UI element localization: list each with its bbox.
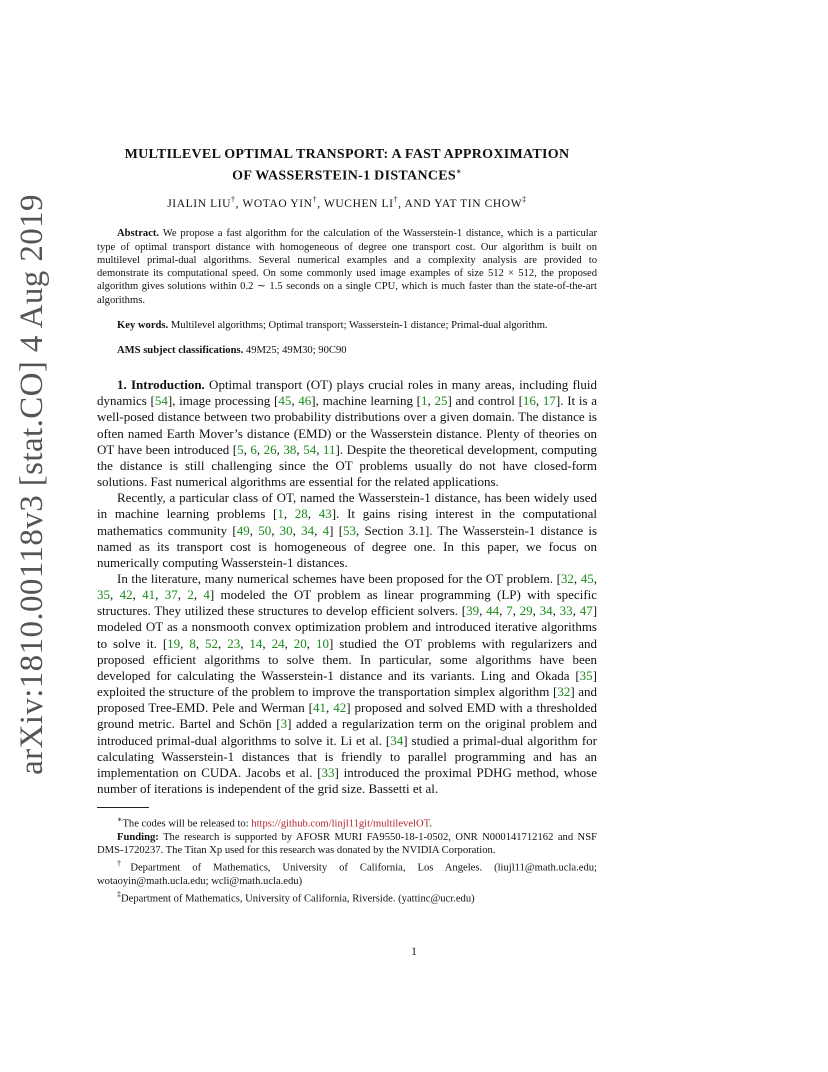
text-run: . — [429, 818, 432, 830]
citation-link[interactable]: 19 — [167, 635, 181, 651]
citation-link[interactable]: 42 — [333, 700, 347, 716]
text-run: ] exploited the structure of the problem to improve the transportation simplex algorithm [ — [97, 667, 597, 700]
citation-link[interactable]: 41 — [312, 700, 326, 716]
citation-link[interactable]: 1 — [277, 506, 284, 522]
footnote — [97, 813, 597, 831]
author-mark: ‡ — [522, 194, 527, 204]
text-run: , — [427, 393, 435, 409]
text-run: , — [296, 441, 304, 457]
keywords-text: Multilevel algorithms; Optimal transport; Wasserstein-1 distance; Primal-dual algorithm. — [170, 319, 548, 331]
citation-link[interactable]: 42 — [119, 587, 133, 603]
paper-page — [97, 146, 597, 906]
citation-link[interactable]: 8 — [189, 635, 196, 651]
citation-link[interactable]: 4 — [203, 587, 210, 603]
text-run: , — [552, 603, 560, 619]
text-run: , — [240, 635, 250, 651]
citation-link[interactable]: 44 — [486, 603, 500, 619]
paper-title — [97, 146, 597, 185]
citation-link[interactable]: 11 — [322, 441, 336, 457]
footnotes — [97, 813, 597, 906]
text-run: , — [532, 603, 540, 619]
citation-link[interactable]: 45 — [278, 393, 292, 409]
text-run: ] studied a primal-dual algorithm for calculating Wasserstein-1 distances that is friendly to parallel programming and has an implementation on CUDA. Jacobs et al. [ — [97, 732, 597, 780]
citation-link[interactable]: 24 — [271, 635, 285, 651]
body-paragraph — [97, 377, 597, 490]
citation-link[interactable]: 5 — [237, 441, 244, 457]
text-run: In the literature, many numerical schemes have been proposed for the OT problem. [ — [117, 570, 561, 586]
text-run: Department of Mathematics, University of California, Los Angeles. (liujl11@math.ucla.edu; wotaoyin@math.ucla.edu; wcli@math.ucla.edu) — [97, 862, 597, 888]
text-run: ] [ — [329, 522, 344, 538]
citation-link[interactable]: 20 — [293, 635, 307, 651]
citation-link[interactable]: 4 — [322, 522, 330, 538]
author: YAT TIN CHOW — [434, 197, 523, 210]
text-run: ]. It gains rising interest in the computational mathematics community [ — [97, 506, 597, 538]
citation-link[interactable]: 33 — [559, 603, 573, 619]
text-run: , — [132, 587, 143, 603]
citation-link[interactable]: 34 — [301, 522, 315, 538]
citation-link[interactable]: 52 — [205, 635, 219, 651]
citation-link[interactable]: 54 — [154, 393, 168, 409]
text-run: ] and control [ — [447, 393, 523, 409]
footnote — [97, 831, 597, 857]
text-run: , Section 3.1]. The Wasserstein-1 distance is named as its transport cost is homogeneous of degree one. In this paper, we focus on numerically computing Wasserstein-1 distances. — [97, 522, 598, 570]
text-run: , — [306, 635, 316, 651]
citation-link[interactable]: 2 — [187, 587, 194, 603]
text-run: ] modeled OT as a nonsmooth convex optimization problem and introduced iterative algorithms to solve it. [ — [97, 603, 598, 651]
text-run: , — [573, 570, 581, 586]
text-run: , — [307, 506, 319, 522]
citation-link[interactable]: 3 — [280, 716, 288, 732]
text-run: , — [479, 603, 487, 619]
text-run: , — [256, 441, 264, 457]
title-footnote-mark: ∗ — [456, 167, 462, 176]
citation-link[interactable]: 33 — [321, 764, 335, 780]
text-run: Optimal transport (OT) plays crucial roles in many areas, including fluid dynamics [ — [97, 377, 597, 409]
text-run: ] and proposed Tree-EMD. Pele and Werman [ — [97, 684, 597, 716]
author-list: JIALIN LIU†, WOTAO YIN†, WUCHEN LI†, AND YAT TIN CHOW‡ — [167, 194, 527, 210]
citation-link[interactable]: 14 — [249, 635, 263, 651]
text-run: , — [593, 570, 597, 586]
citation-link[interactable]: 32 — [560, 570, 574, 586]
arxiv-identifier-stamp — [6, 194, 58, 775]
body-paragraph — [97, 571, 597, 797]
citation-link[interactable]: 46 — [298, 393, 312, 409]
citation-link[interactable]: 54 — [303, 441, 317, 457]
author: WOTAO YIN — [242, 197, 313, 210]
text-run: , — [271, 522, 280, 538]
text-run: , — [325, 700, 334, 716]
citation-link[interactable]: 41 — [142, 587, 156, 603]
text-run: , — [155, 587, 165, 603]
footnote — [97, 857, 597, 888]
author: WUCHEN LI — [323, 197, 394, 210]
code-url-link[interactable]: https://github.com/linjl11git/multilevelOT — [251, 818, 430, 830]
text-run: The codes will be released to: — [122, 818, 252, 830]
citation-link[interactable]: 7 — [506, 603, 513, 619]
text-run: , — [276, 441, 284, 457]
citation-link[interactable]: 35 — [579, 667, 593, 683]
footnote-mark: ‡ — [117, 890, 121, 900]
text-run: ]. It is a well-posed distance between two probability distributions over a given domain. The distance is often named Earth Mover’s distance (EMD) or the Wasserstein distance. Plenty of theories on OT have been introduced [ — [97, 393, 598, 457]
text-run: , — [243, 441, 251, 457]
keywords — [97, 319, 597, 332]
text-run: , — [193, 587, 204, 603]
citation-link[interactable]: 25 — [434, 393, 448, 409]
author-mark: † — [312, 194, 318, 204]
text-run: , — [284, 635, 294, 651]
footnote-mark: ∗ — [117, 815, 123, 825]
keywords-label: Key words. — [117, 319, 169, 331]
abstract-block — [97, 227, 597, 357]
citation-link[interactable]: 29 — [519, 603, 533, 619]
citation-link[interactable]: 53 — [343, 522, 357, 538]
citation-link[interactable]: 37 — [164, 587, 178, 603]
citation-link[interactable]: 34 — [539, 603, 553, 619]
body-paragraph — [97, 490, 597, 571]
abstract-label: Abstract. — [117, 228, 160, 240]
bold-heading: 1. Introduction. — [117, 377, 205, 393]
text-run: , — [499, 603, 507, 619]
citation-link[interactable]: 26 — [263, 441, 277, 457]
citation-link[interactable]: 39 — [466, 603, 480, 619]
text-run: ] studied the OT problems with regularizers and proposed efficient algorithms to solve them. In particular, some algorithms have been developed for calculating the Wasserstein-1 distance and its variants. Ling and Okada [ — [97, 635, 598, 683]
text-run: Department of Mathematics, University of California, Riverside. (yattinc@ucr.edu) — [121, 893, 475, 905]
text-run: ] added a regularization term on the original problem and introduced primal-dual algorithms to solve it. Li et al. [ — [97, 716, 597, 748]
citation-link[interactable]: 30 — [279, 522, 293, 538]
text-run: , — [535, 393, 543, 409]
title-line-1: MULTILEVEL OPTIMAL TRANSPORT: A FAST APPROXIMATION — [124, 147, 570, 162]
text-run: ] introduced the proximal PDHG method, whose number of iterations is independent of the grid size. Bassetti et al. — [97, 764, 598, 797]
citation-link[interactable]: 6 — [250, 441, 257, 457]
citation-link[interactable]: 23 — [227, 635, 241, 651]
citation-link[interactable]: 43 — [318, 506, 332, 522]
text-run: , — [249, 522, 259, 538]
text-run: , — [314, 522, 323, 538]
text-run: , — [291, 393, 299, 409]
text-run: , — [512, 603, 520, 619]
ams-label: AMS subject classifications. — [117, 344, 244, 356]
text-run: ]. Despite the theoretical development, computing the distance is still challenging since the OT problems usually do not have closed-form solutions. Fast numerical algorithms are essential for the related applications. — [97, 441, 598, 490]
text-run: , — [262, 635, 272, 651]
citation-link[interactable]: 32 — [557, 684, 571, 700]
ams-text: 49M25; 49M30; 90C90 — [245, 344, 347, 356]
citation-link[interactable]: 17 — [542, 393, 556, 409]
citation-link[interactable]: 47 — [579, 603, 593, 619]
footnote-mark: † — [117, 859, 131, 869]
text-run: , — [180, 635, 190, 651]
citation-link[interactable]: 10 — [315, 635, 329, 651]
citation-link[interactable]: 45 — [580, 570, 594, 586]
citation-link[interactable]: 34 — [390, 732, 404, 748]
title-line-2: OF WASSERSTEIN-1 DISTANCES∗ — [232, 167, 462, 184]
introduction-section — [97, 377, 597, 797]
text-run: , — [316, 441, 323, 457]
text-run: The research is supported by AFOSR MURI FA9550-18-1-0502, ONR N000141712162 and NSF DMS-1720237. The Titan Xp used for this research was donated by the NVIDIA Corporation. — [97, 831, 597, 857]
footnote-rule — [97, 807, 149, 808]
text-run: ] modeled the OT problem as linear programming (LP) with specific structures. They utilized these structures to develop efficient solvers. [ — [97, 587, 598, 619]
citation-link[interactable]: 1 — [421, 393, 428, 409]
author: JIALIN LIU — [167, 197, 232, 210]
author-mark: † — [393, 194, 399, 204]
arxiv-identifier: arXiv:1810.00118v3 [stat.CO] 4 Aug 2019 — [13, 194, 50, 775]
footnote — [97, 888, 597, 906]
text-run: ] proposed and solved EMD with a thresholded ground metric. Bartel and Schön [ — [97, 700, 598, 732]
citation-link[interactable]: 38 — [283, 441, 297, 457]
text-run: , — [195, 635, 206, 651]
text-run: , — [572, 603, 580, 619]
text-run: , — [177, 587, 188, 603]
citation-link[interactable]: 49 — [236, 522, 250, 538]
citation-link[interactable]: 50 — [258, 522, 272, 538]
author-mark: † — [231, 194, 236, 204]
bold-heading: Funding: — [117, 831, 159, 843]
citation-link[interactable]: 28 — [294, 506, 308, 522]
text-run: ], machine learning [ — [311, 393, 421, 409]
text-run: , — [283, 506, 295, 522]
abstract — [97, 227, 597, 306]
page-number: 1 — [411, 946, 417, 958]
text-run: , — [110, 587, 120, 603]
text-run: , — [292, 522, 302, 538]
citation-link[interactable]: 35 — [97, 587, 110, 603]
text-run: ], image processing [ — [167, 393, 279, 409]
text-run: , — [218, 635, 228, 651]
citation-link[interactable]: 16 — [522, 393, 536, 409]
abstract-text: We propose a fast algorithm for the calculation of the Wasserstein-1 distance, which is a particular type of optimal transport distance with homogeneous of degree one transport cost. Our algorithm is built on multilevel primal-dual algorithms. Several numerical examples and a complexity analysis are provided to demonstrate its computational speed. On some commonly used image examples of size 512 × 512, the proposed algorithm gives solutions within 0.2 ∼ 1.5 seconds on a single CPU, which is much faster than the state-of-the-art algorithms. — [97, 228, 597, 306]
text-run: Recently, a particular class of OT, named the Wasserstein-1 distance, has been widely used in machine learning problems [ — [97, 490, 597, 522]
ams-classifications — [97, 344, 597, 357]
